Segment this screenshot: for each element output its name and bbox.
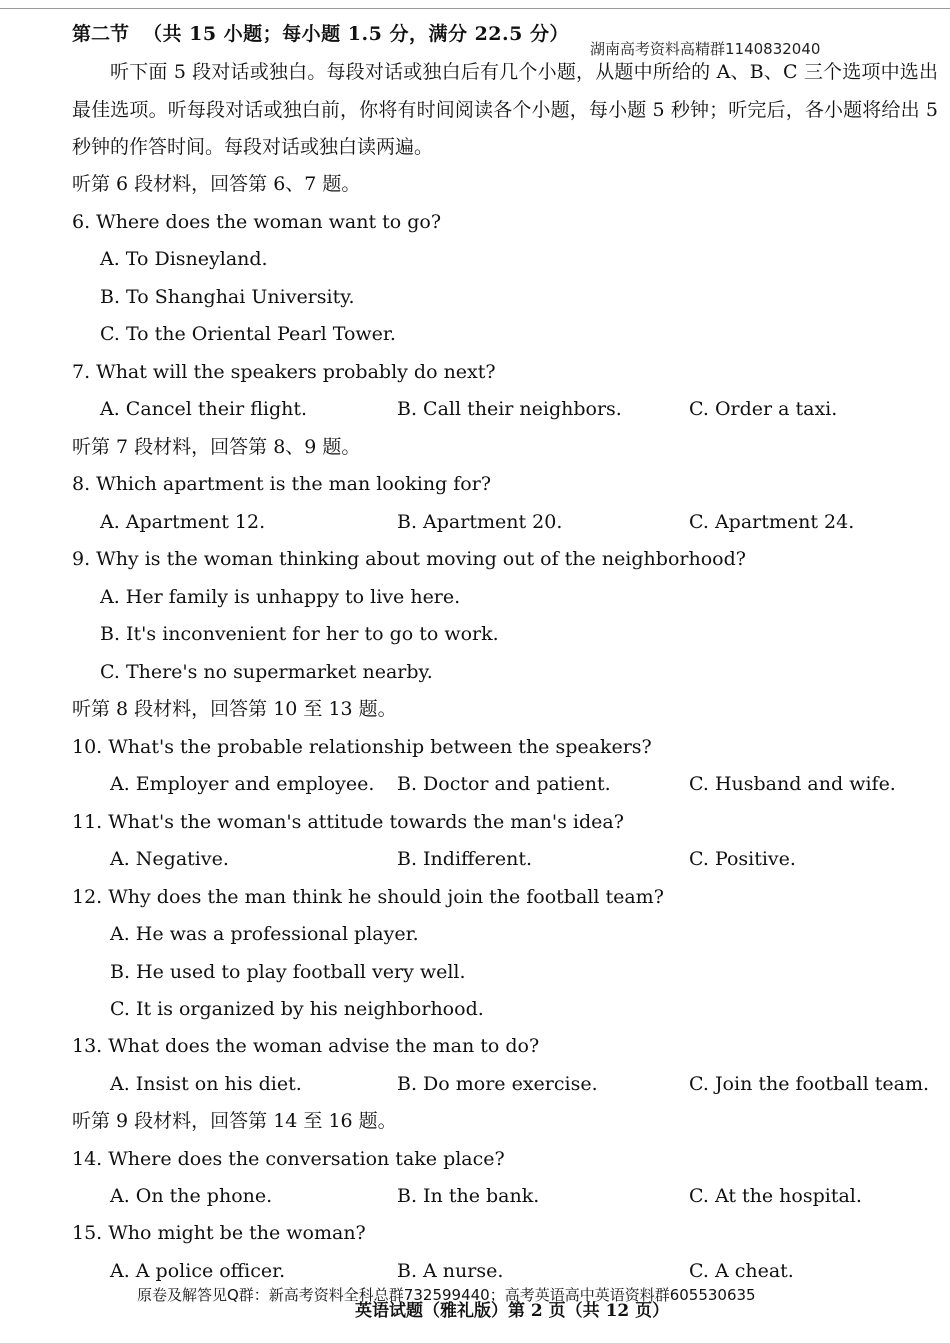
section-intro: 听第 9 段材料，回答第 14 至 16 题。: [72, 1110, 397, 1132]
question-11: 11. What's the woman's attitude towards the man's idea?: [72, 811, 624, 833]
section-info: （共 15 小题；每小题 1.5 分，满分 22.5 分）: [143, 23, 569, 45]
page-footer: 英语试题（雅礼版）第 2 页（共 12 页）: [355, 1301, 670, 1321]
option-6b: B. To Shanghai University.: [100, 286, 355, 308]
option-7b: B. Call their neighbors.: [397, 398, 622, 420]
option-9a: A. Her family is unhappy to live here.: [100, 586, 461, 608]
question-6: 6. Where does the woman want to go?: [72, 211, 442, 233]
watermark-top: 湖南高考资料高精群1140832040: [590, 40, 821, 58]
question-12: 12. Why does the man think he should join the football team?: [72, 886, 664, 908]
option-9b: B. It's inconvenient for her to go to work.: [100, 623, 499, 645]
question-14: 14. Where does the conversation take place?: [72, 1148, 505, 1170]
question-9: 9. Why is the woman thinking about moving out of the neighborhood?: [72, 548, 746, 570]
option-15c: C. A cheat.: [689, 1260, 794, 1282]
option-14c: C. At the hospital.: [689, 1185, 862, 1207]
option-7a: A. Cancel their flight.: [100, 398, 308, 420]
section-header: [72, 22, 569, 46]
option-8b: B. Apartment 20.: [397, 511, 563, 533]
question-7: 7. What will the speakers probably do next?: [72, 361, 496, 383]
option-10b: B. Doctor and patient.: [397, 773, 611, 795]
option-13a: A. Insist on his diet.: [110, 1073, 302, 1095]
footer-watermark: 原卷及解答见Q群：新高考资料全科总群732599440；高考英语高中英语资料群605530635: [137, 1286, 756, 1304]
option-15a: A. A police officer.: [110, 1260, 286, 1282]
option-11a: A. Negative.: [110, 848, 229, 870]
option-10a: A. Employer and employee.: [110, 773, 375, 795]
question-13: 13. What does the woman advise the man to do?: [72, 1035, 540, 1057]
option-15b: B. A nurse.: [397, 1260, 504, 1282]
option-12c: C. It is organized by his neighborhood.: [110, 998, 484, 1020]
option-11b: B. Indifferent.: [397, 848, 533, 870]
instructions: 听下面 5 段对话或独白。每段对话或独白后有几个小题，从题中所给的 A、B、C 三个选项中选出最佳选项。听每段对话或独白前，你将有时间阅读各个小题，每小题 5 秒钟；听完后，各小题将给出 5 秒钟的作答时间。每段对话或独白读两遍。: [72, 61, 938, 158]
section-intro: 听第 7 段材料，回答第 8、9 题。: [72, 436, 361, 458]
option-13c: C. Join the football team.: [689, 1073, 929, 1095]
question-8: 8. Which apartment is the man looking for?: [72, 473, 492, 495]
option-14a: A. On the phone.: [110, 1185, 273, 1207]
option-6c: C. To the Oriental Pearl Tower.: [100, 323, 396, 345]
option-11c: C. Positive.: [689, 848, 796, 870]
top-rule: [0, 8, 950, 9]
option-12a: A. He was a professional player.: [110, 923, 419, 945]
option-13b: B. Do more exercise.: [397, 1073, 598, 1095]
option-8c: C. Apartment 24.: [689, 511, 855, 533]
option-6a: A. To Disneyland.: [100, 248, 268, 270]
option-7c: C. Order a taxi.: [689, 398, 838, 420]
section-intro: 听第 8 段材料，回答第 10 至 13 题。: [72, 698, 397, 720]
section-intro: 听第 6 段材料，回答第 6、7 题。: [72, 173, 361, 195]
question-10: 10. What's the probable relationship between the speakers?: [72, 736, 652, 758]
option-14b: B. In the bank.: [397, 1185, 540, 1207]
option-10c: C. Husband and wife.: [689, 773, 896, 795]
option-8a: A. Apartment 12.: [100, 511, 266, 533]
section-title: 第二节: [72, 23, 130, 45]
option-9c: C. There's no supermarket nearby.: [100, 661, 433, 683]
question-15: 15. Who might be the woman?: [72, 1222, 366, 1244]
option-12b: B. He used to play football very well.: [110, 961, 466, 983]
